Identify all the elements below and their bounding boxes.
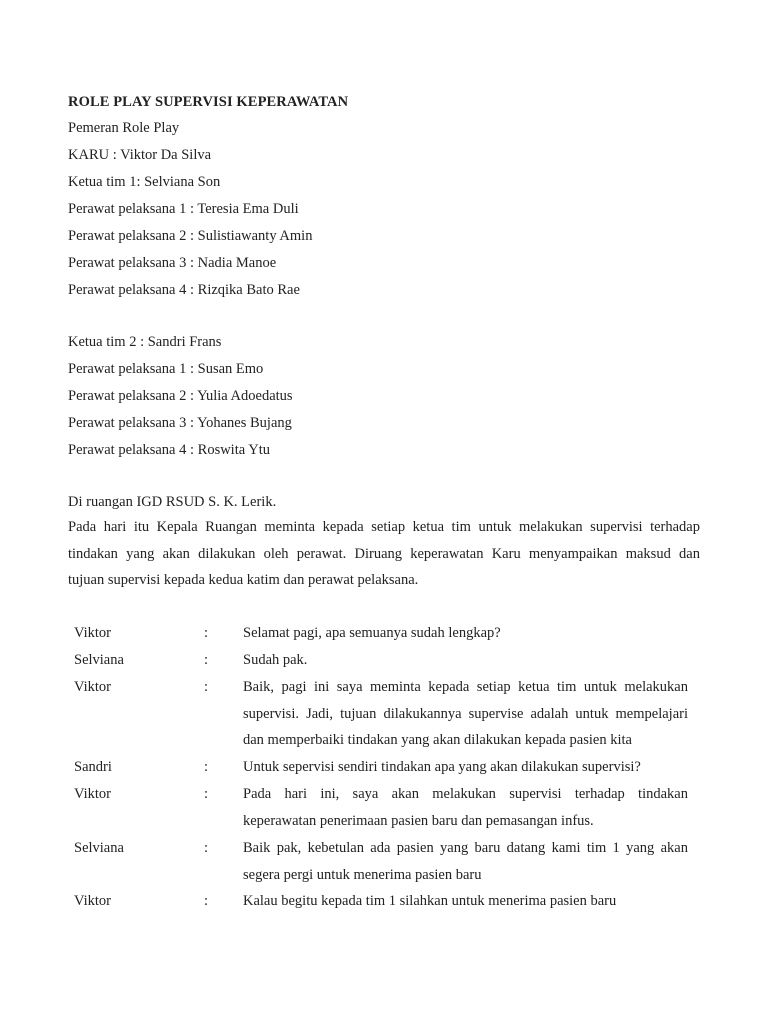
- dialogue-colon: :: [204, 786, 209, 802]
- document-title: ROLE PLAY SUPERVISI KEPERAWATAN: [68, 94, 349, 110]
- team1-line: KARU : Viktor Da Silva: [68, 147, 212, 163]
- dialogue-speaker: Selviana: [74, 652, 124, 668]
- dialogue-colon: :: [204, 840, 209, 856]
- location-line: Di ruangan IGD RSUD S. K. Lerik.: [68, 494, 277, 510]
- dialogue-speech: [243, 888, 688, 915]
- team1-line: Perawat pelaksana 1 : Teresia Ema Duli: [68, 201, 299, 217]
- dialogue-speech: [243, 620, 688, 647]
- dialogue-colon: :: [204, 625, 209, 641]
- dialogue-speaker: Viktor: [74, 679, 111, 695]
- dialogue-speech: [243, 835, 688, 888]
- dialogue-speech: [243, 754, 688, 781]
- dialogue-colon: :: [204, 759, 209, 775]
- team2-line: Perawat pelaksana 1 : Susan Emo: [68, 361, 264, 377]
- intro-paragraph: [68, 514, 700, 594]
- dialogue-speaker: Viktor: [74, 625, 111, 641]
- dialogue-speaker: Viktor: [74, 893, 111, 909]
- team1-line: Ketua tim 1: Selviana Son: [68, 174, 221, 190]
- dialogue-line: Selamat pagi, apa semuanya sudah lengkap?: [243, 625, 501, 641]
- intro-line: tujuan supervisi kepada kedua katim dan perawat pelaksana.: [68, 572, 419, 589]
- dialogue-line: Pada hari ini, saya akan melakukan supervisi terhadap tindakan: [243, 786, 688, 802]
- team2-line: Perawat pelaksana 2 : Yulia Adoedatus: [68, 388, 293, 404]
- dialogue-speaker: Viktor: [74, 786, 111, 802]
- dialogue-line: keperawatan penerimaan pasien baru dan pemasangan infus.: [243, 812, 594, 829]
- team2-line: Ketua tim 2 : Sandri Frans: [68, 334, 222, 350]
- dialogue-line: Baik pak, kebetulan ada pasien yang baru datang kami tim 1 yang akan: [243, 840, 688, 856]
- dialogue-speech: [243, 647, 688, 674]
- team1-line: Perawat pelaksana 4 : Rizqika Bato Rae: [68, 282, 300, 298]
- dialogue-colon: :: [204, 652, 209, 668]
- dialogue-line: supervisi. Jadi, tujuan dilakukannya supervise adalah untuk mempelajari: [243, 705, 688, 722]
- dialogue-line: Sudah pak.: [243, 652, 308, 668]
- intro-line: tindakan yang akan dilakukan oleh perawat. Diruang keperawatan Karu menyampaikan maksud dan: [68, 545, 700, 562]
- team1-line: Perawat pelaksana 3 : Nadia Manoe: [68, 255, 277, 271]
- intro-line: Pada hari itu Kepala Ruangan meminta kepada setiap ketua tim untuk melakukan supervisi terhadap: [68, 519, 700, 535]
- team1-line: Perawat pelaksana 2 : Sulistiawanty Amin: [68, 228, 313, 244]
- dialogue-line: Kalau begitu kepada tim 1 silahkan untuk menerima pasien baru: [243, 893, 617, 909]
- dialogue-line: segera pergi untuk menerima pasien baru: [243, 866, 482, 883]
- cast-heading: Pemeran Role Play: [68, 120, 180, 136]
- dialogue-line: Baik, pagi ini saya meminta kepada setiap ketua tim untuk melakukan: [243, 679, 688, 695]
- team2-line: Perawat pelaksana 3 : Yohanes Bujang: [68, 415, 292, 431]
- dialogue-colon: :: [204, 893, 209, 909]
- team2-line: Perawat pelaksana 4 : Roswita Ytu: [68, 442, 271, 458]
- dialogue-speech: [243, 674, 688, 754]
- dialogue-speech: [243, 781, 688, 834]
- dialogue-line: Untuk sepervisi sendiri tindakan apa yang akan dilakukan supervisi?: [243, 759, 641, 775]
- dialogue-speaker: Selviana: [74, 840, 124, 856]
- dialogue-colon: :: [204, 679, 209, 695]
- dialogue-speaker: Sandri: [74, 759, 112, 775]
- dialogue-line: dan memperbaiki tindakan yang akan dilakukan kepada pasien kita: [243, 732, 632, 749]
